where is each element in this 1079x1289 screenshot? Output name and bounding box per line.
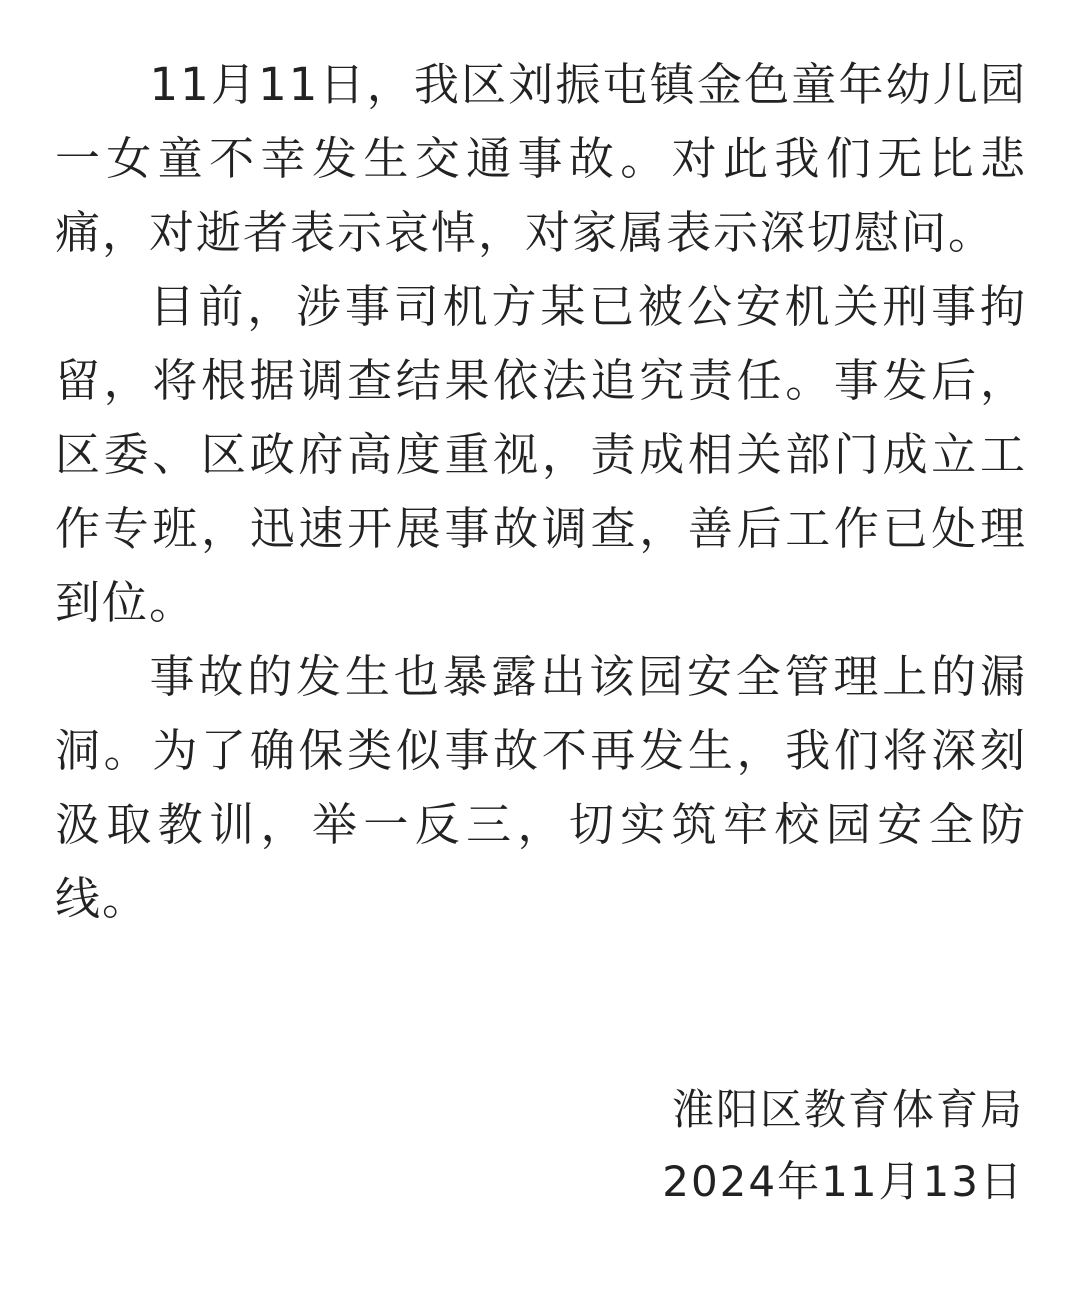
paragraph-lessons: 事故的发生也暴露出该园安全管理上的漏洞。为了确保类似事故不再发生，我们将深刻汲取教训，举一反三，切实筑牢校园安全防线。: [55, 650, 1027, 925]
notice-body: [55, 48, 1027, 936]
issue-date: 2024年11月13日: [662, 1157, 1024, 1206]
paragraph-investigation: 目前，涉事司机方某已被公安机关刑事拘留，将根据调查结果依法追究责任。事发后，区委、区政府高度重视，责成相关部门成立工作专班，迅速开展事故调查，善后工作已处理到位。: [55, 280, 1027, 629]
issuer-name: 淮阳区教育体育局: [671, 1085, 1024, 1134]
paragraph-accident: 11月11日，我区刘振屯镇金色童年幼儿园一女童不幸发生交通事故。对此我们无比悲痛，对逝者表示哀悼，对家属表示深切慰问。: [55, 58, 1027, 259]
